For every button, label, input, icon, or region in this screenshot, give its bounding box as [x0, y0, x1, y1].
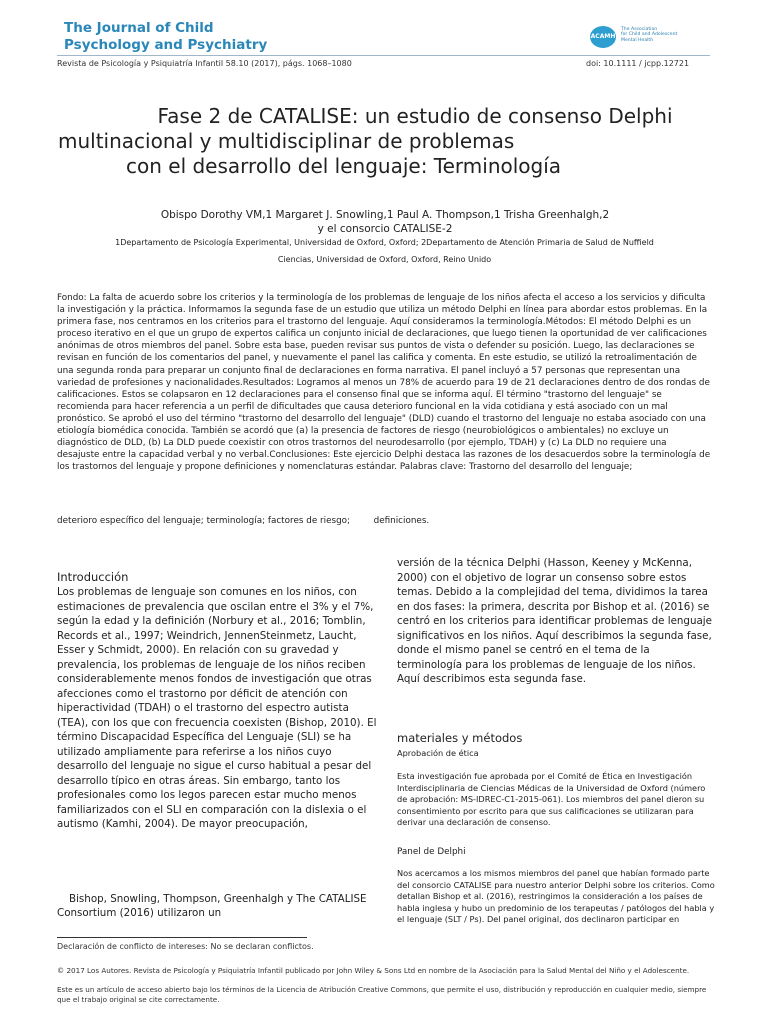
acamh-logo — [590, 26, 710, 48]
ethics-subheading: Aprobación de ética — [397, 747, 479, 758]
title-line1: Fase 2 de CATALISE: un estudio de consenso Delphi — [157, 104, 673, 128]
keywords-continued — [57, 516, 429, 526]
introduction-paragraph: Los problemas de lenguaje son comunes en los niños, con estimaciones de prevalencia que oscilan entre el 3% y el 7%, según la edad y la definición (Norbury et al., 2016; Tomblin, Records et al., 1997; Weindrich, JennenSteinmetz, Laucht, Esser y Schmidt, 2000). En relación con su gravedad y prevalencia, los problemas de lenguaje de los niños reciben considerablemente menos fondos de investigación que otras afecciones como el trastorno por déficit de atención con hiperactividad (TDAH) o el trastorno del espectro autista (TEA), con los que con frecuencia coexisten (Bishop, 2010). El término Discapacidad Específica del Lenguaje (SLI) se ha utilizado ampliamente para referirse a los niños cuyo desarrollo del lenguaje no sigue el curso habitual a pesar del desarrollo típico en otras áreas. Sin embargo, tanto los profesionales como los legos parecen estar mucho menos familiarizados con el SLI en comparación con la dislexia o el autismo (Kamhi, 2004). De mayor preocupación, — [57, 586, 377, 830]
journal-title — [64, 20, 267, 54]
logo-mark: ACAMH — [590, 26, 616, 48]
logo-text-line3: Mental Health — [621, 37, 654, 43]
title-line2: multinacional y multidisciplinar de problemas — [58, 129, 515, 153]
title-line3: con el desarrollo del lenguaje: Terminología — [126, 154, 562, 178]
panel-subheading: Panel de Delphi — [397, 846, 466, 857]
right-intro-paragraph: versión de la técnica Delphi (Hasson, Keeney y McKenna, 2000) con el objetivo de lograr un consenso sobre estos temas. Debido a la complejidad del tema, dividimos la tarea en dos fases: la primera, descrita por Bishop et al. (2016) se centró en los criterios para identificar problemas de lenguaje significativos en los niños. Aquí describimos la segunda fase, donde el mismo panel se centró en el tema de la terminología para los problemas de lenguaje de los niños. Aquí describimos esta segunda fase. — [397, 557, 712, 685]
methods-heading: materiales y métodos — [397, 730, 523, 745]
conflict-statement: Declaración de conflicto de intereses: No se declaran conflictos. — [57, 942, 314, 951]
author-list — [40, 208, 730, 236]
logo-text-line1: The Association — [621, 27, 658, 32]
doi: doi: 10.1111 / jcpp.12721 — [586, 59, 690, 68]
left-column — [57, 570, 377, 921]
license-notice: Este es un artículo de acceso abierto bajo los términos de la Licencia de Atribución Creative Commons, que permite el uso, distribución y reproducción en cualquier medio, siempre que el trabajo original se cite correctamente. — [57, 985, 707, 1004]
copyright-notice: © 2017 Los Autores. Revista de Psicología y Psiquiatría Infantil publicado por John Wiley & Sons Ltd en nombre de la Asociación para la Salud Mental del Niño y el Adolescente. — [57, 966, 690, 975]
journal-title-line1: The Journal of Child — [64, 20, 214, 36]
abstract-text: Fondo: La falta de acuerdo sobre los criterios y la terminología de los problemas de lenguaje de los niños afecta el acceso a los servicios y dificulta la investigación y la práctica. Informamos la segunda fase de un estudio que utiliza un método Delphi en línea para abordar estos problemas. En la primera fase, nos centramos en los criterios para el trastorno del lenguaje. Aquí consideramos la terminología.Métodos: El método Delphi es un proceso iterativo en el que un grupo de expertos califica un conjunto inicial de declaraciones, que luego tienen la oportunidad de ver calificaciones anónimas de otros miembros del panel. Sobre esta base, pueden revisar sus puntos de vista o defender su posición. Luego, las declaraciones se revisan en función de los comentarios del panel, y nuevamente el panel las califica y comenta. En este estudio, se utilizó la retroalimentación de una segunda ronda para preparar un conjunto final de declaraciones en forma narrativa. El panel incluyó a 57 personas que representan una variedad de profesiones y nacionalidades.Resultados: Logramos al menos un 78% de acuerdo para 19 de 21 declaraciones dentro de dos rondas de calificaciones. Estos se colapsaron en 12 declaraciones para el consenso final que se informa aquí. El término "trastorno del lenguaje" se recomienda para hacer referencia a un perfil de dificultades que causa deterioro funcional en la vida cotidiana y está asociado con un mal pronóstico. Se aprobó el uso del término "trastorno del desarrollo del lenguaje" (DLD) cuando el trastorno del lenguaje no estaba asociado con una etiología biomédica conocida. También se acordó que (a) la presencia de factores de riesgo (neurobiológicos o ambientales) no excluye un diagnóstico de DLD, (b) La DLD puede coexistir con otros trastornos del neurodesarrollo (por ejemplo, TDAH) y (c) La DLD no requiere una desajuste entre la capacidad verbal y no verbal.Conclusiones: Este ejercicio Delphi destaca las razones de los desacuerdos sobre la terminología de los trastornos del lenguaje y propone definiciones y nomenclaturas estándar. Palabras clave: Trastorno del desarrollo del lenguaje; — [57, 293, 711, 473]
right-column — [397, 556, 715, 926]
keywords-part-b: definiciones. — [373, 516, 430, 526]
authors-line2: y el consorcio CATALISE-2 — [317, 223, 453, 235]
affiliation-line2: Ciencias, Universidad de Oxford, Oxford, Reino Unido — [277, 255, 492, 264]
affiliations — [57, 234, 712, 268]
logo-text-line2: for Child and Adolescent — [621, 32, 678, 38]
introduction-heading: Introducción — [57, 570, 129, 584]
citation: Revista de Psicología y Psiquiatría Infantil 58.10 (2017), págs. 1068–1080 — [57, 59, 352, 68]
keywords-part-a: deterioro específico del lenguaje; terminología; factores de riesgo; — [57, 516, 351, 526]
logo-text — [621, 27, 711, 43]
authors-line1: Obispo Dorothy VM,1 Margaret J. Snowling,1 Paul A. Thompson,1 Trisha Greenhalgh,2 — [160, 209, 610, 221]
ethics-paragraph: Esta investigación fue aprobada por el Comité de Ética en Investigación Interdisciplinaria de Ciencias Médicas de la Universidad de Oxford (número de aprobación: MS-IDREC-C1-2015-061). Los miembros del panel dieron su consentimiento por escrito para que sus calificaciones se utilizaran para derivar una declaración de consenso. — [397, 771, 706, 827]
introduction-paragraph-2: Bishop, Snowling, Thompson, Greenhalgh y The CATALISE Consortium (2016) utilizaron un — [57, 892, 367, 919]
panel-paragraph: Nos acercamos a los mismos miembros del panel que habían formado parte del consorcio CATALISE para nuestro anterior Delphi sobre los criterios. Como detallan Bishop et al. (2016), restringimos la consideración a los países de habla inglesa y hubo un predominio de los terapeutas / patólogos del habla y el lenguaje (SLT / Ps). Del panel original, dos declinaron participar en — [397, 868, 715, 924]
affiliation-line1: 1Departamento de Psicología Experimental, Universidad de Oxford, Oxford; 2Departamento de Atención Primaria de Salud de Nuffield — [115, 238, 654, 247]
journal-title-line2: Psychology and Psychiatry — [64, 37, 268, 53]
footnote-rule — [57, 937, 307, 938]
article-title — [40, 104, 730, 179]
